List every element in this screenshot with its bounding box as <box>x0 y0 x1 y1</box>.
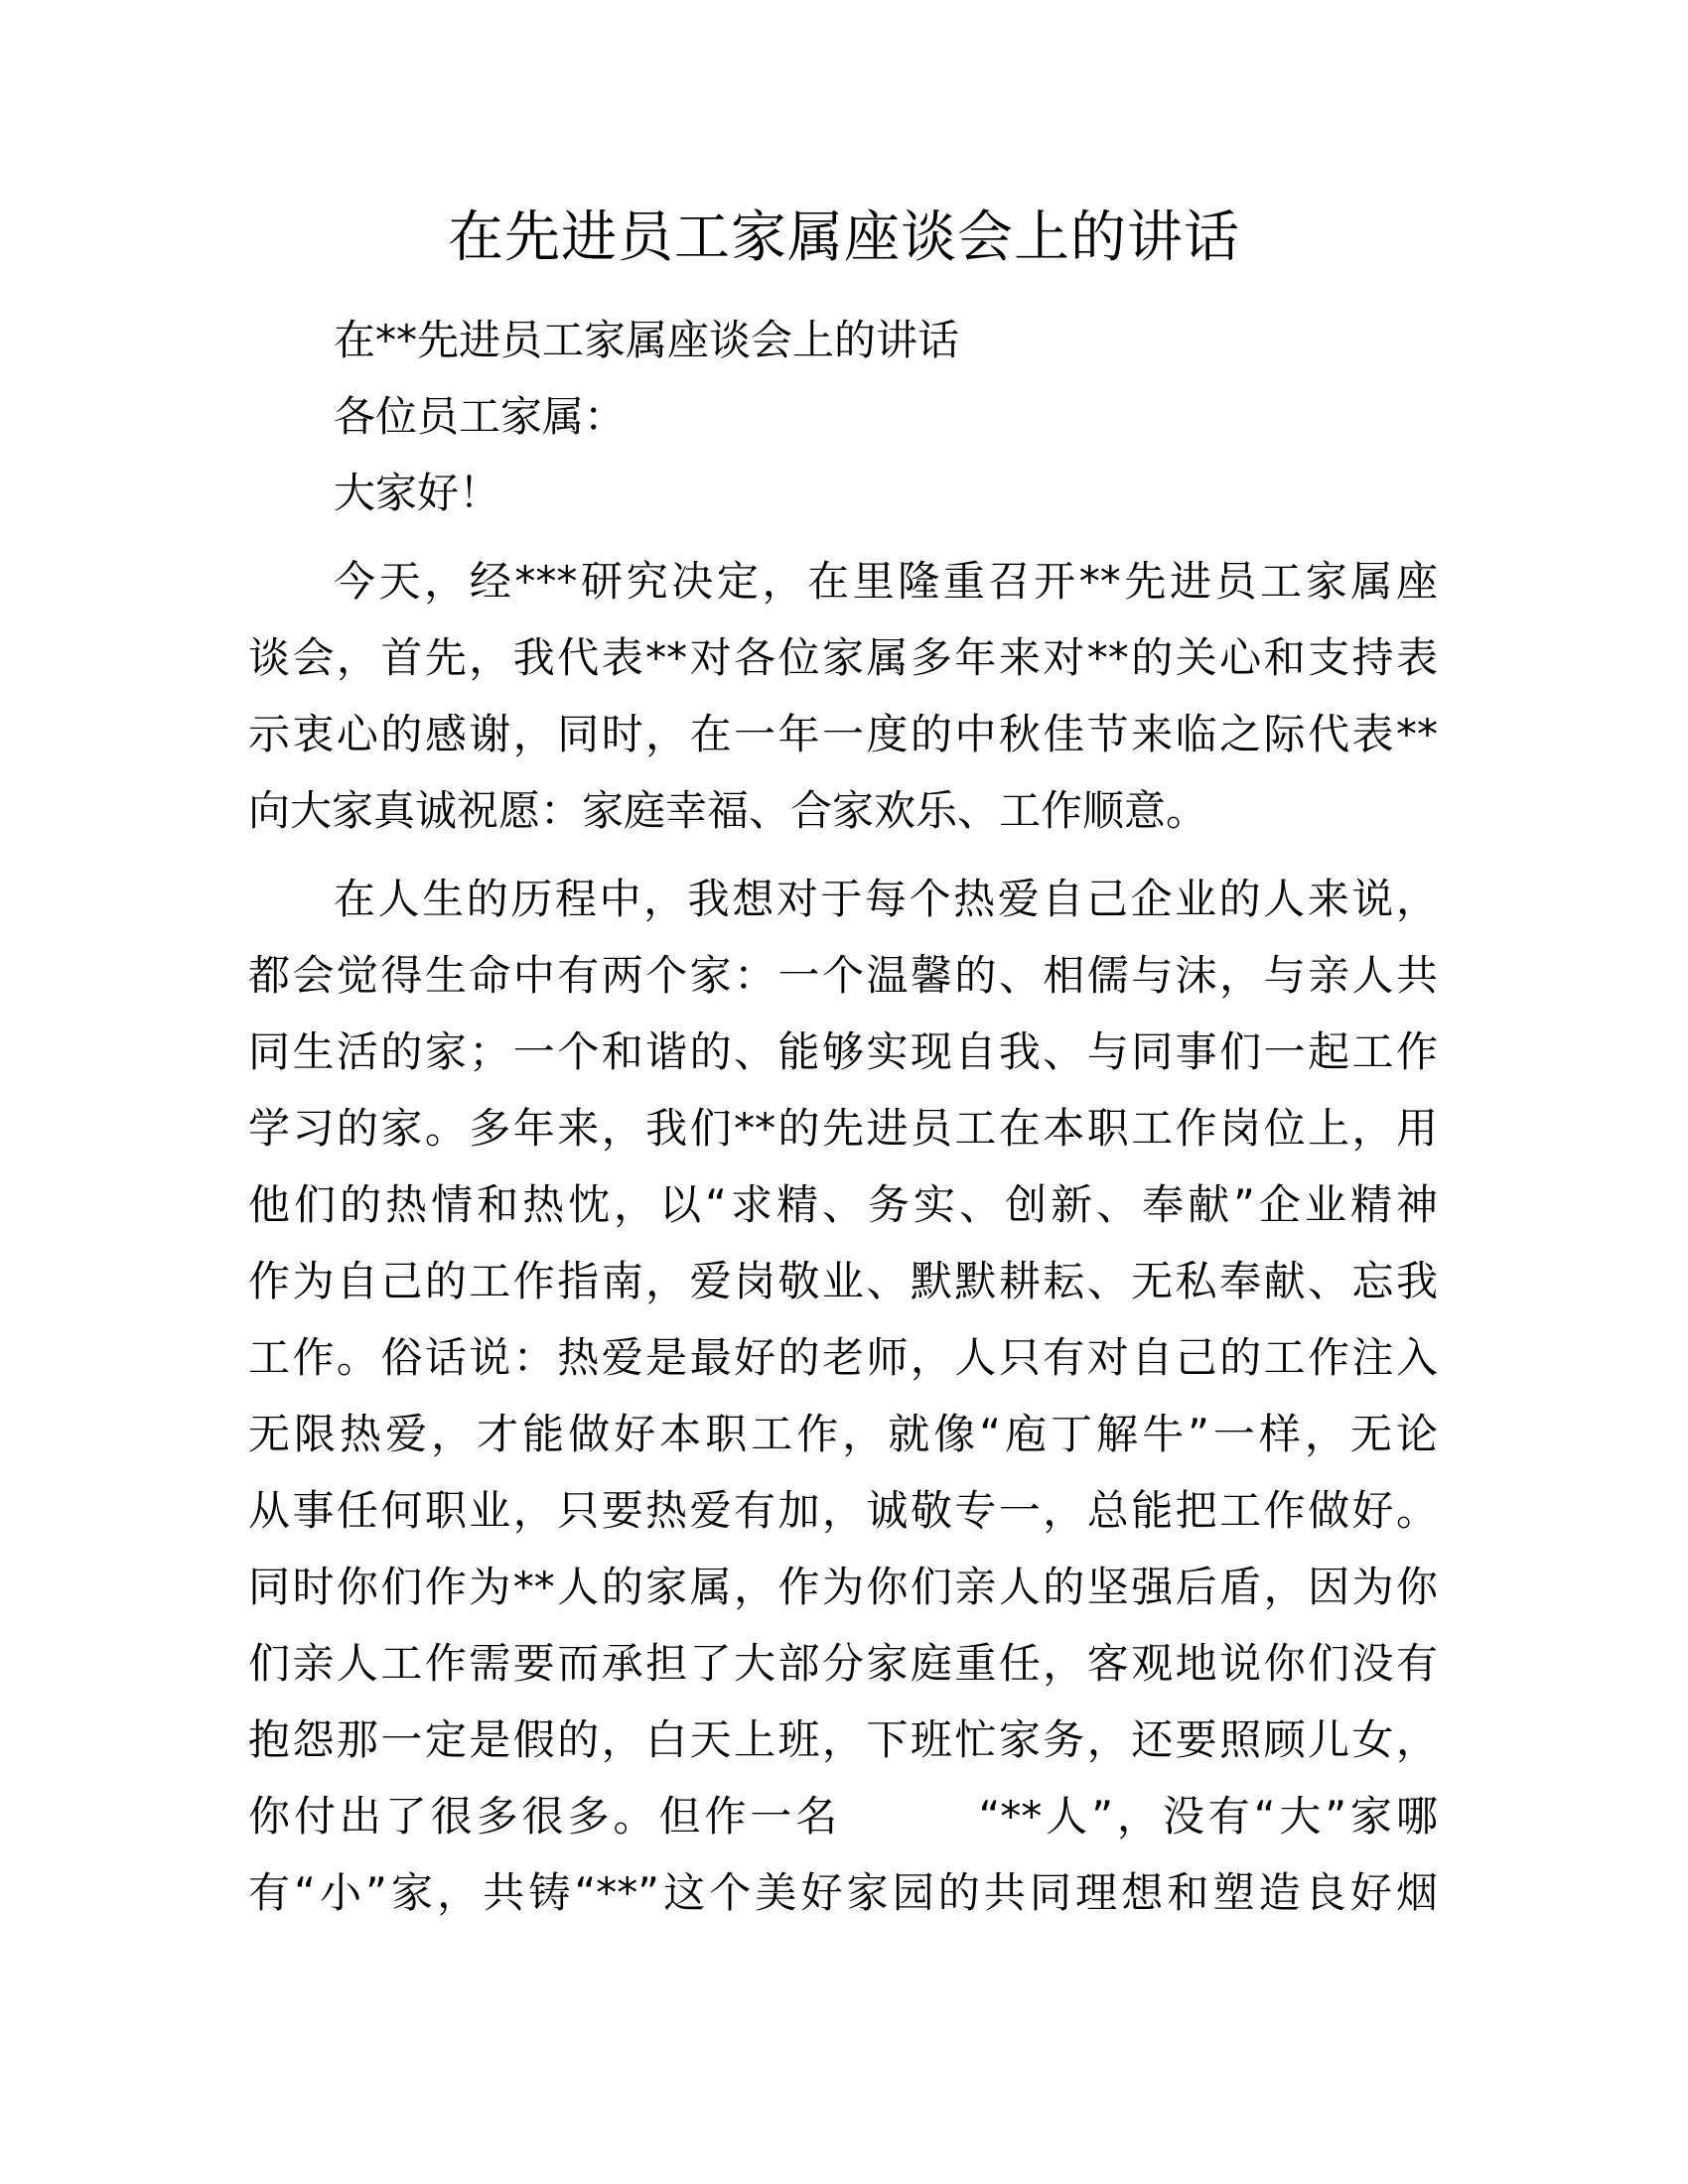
paragraph-line: 他们的热情和热忱，以“求精、务实、创新、奉献”企业精神 <box>248 1180 1438 1229</box>
document-body <box>248 302 1438 1931</box>
paragraph-line: 示衷心的感谢，同时，在一年一度的中秋佳节来临之际代表** <box>248 710 1438 758</box>
paragraph-line: 抱怨那一定是假的，白天上班，下班忙家务，还要照顾儿女， <box>248 1715 1438 1764</box>
paragraph-line: 在人生的历程中，我想对于每个热爱自己企业的人来说， <box>334 875 1438 923</box>
paragraph-line: 向大家真诚祝愿：家庭幸福、合家欢乐、工作顺意。 <box>248 786 1208 835</box>
paragraph-line: 学习的家。多年来，我们**的先进员工在本职工作岗位上，用 <box>248 1104 1438 1153</box>
paragraph-line: 谈会，首先，我代表**对各位家属多年来对**的关心和支持表 <box>248 633 1438 682</box>
paragraph-gap <box>248 849 1438 861</box>
paragraph-1 <box>248 543 1438 849</box>
paragraph-line: 从事任何职业，只要热爱有加，诚敬专一，总能把工作做好。 <box>248 1486 1438 1535</box>
subtitle-line: 在**先进员工家属座谈会上的讲话 <box>334 316 960 364</box>
paragraph-2 <box>248 861 1438 1931</box>
document-title: 在先进员工家属座谈会上的讲话 <box>448 205 1240 270</box>
paragraph-line: 同生活的家；一个和谐的、能够实现自我、与同事们一起工作 <box>248 1027 1438 1076</box>
greeting-line: 大家好！ <box>334 469 501 517</box>
paragraph-line: 作为自己的工作指南，爱岗敬业、默默耕耘、无私奉献、忘我 <box>248 1257 1438 1305</box>
paragraph-line: 同时你们作为**人的家属，作为你们亲人的坚强后盾，因为你 <box>248 1563 1438 1611</box>
paragraph-line: 都会觉得生命中有两个家：一个温馨的、相儒与沫，与亲人共 <box>248 951 1438 1000</box>
paragraph-line: 无限热爱，才能做好本职工作，就像“庖丁解牛”一样，无论 <box>248 1410 1438 1458</box>
paragraph-line: 们亲人工作需要而承担了大部分家庭重任，客观地说你们没有 <box>248 1639 1438 1688</box>
paragraph-line: 工作。俗话说：热爱是最好的老师，人只有对自己的工作注入 <box>248 1333 1438 1382</box>
salutation-line: 各位员工家属： <box>334 392 627 441</box>
paragraph-line: 有“小”家，共铸“**”这个美好家园的共同理想和塑造良好烟 <box>248 1868 1438 1917</box>
paragraph-gap <box>248 531 1438 543</box>
paragraph-line: 今天，经***研究决定，在里隆重召开**先进员工家属座 <box>334 557 1438 606</box>
paragraph-line: 你付出了很多很多。但作一名 “**人”，没有“大”家哪 <box>248 1792 1438 1841</box>
